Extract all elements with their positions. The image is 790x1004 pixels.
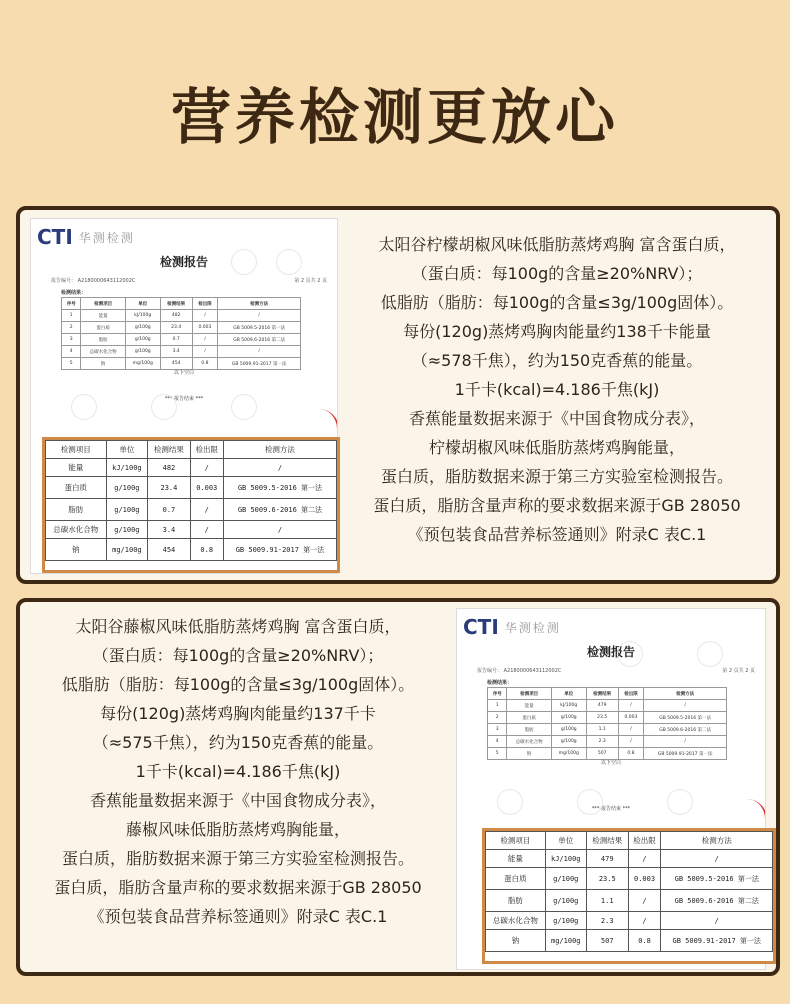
table-row [46,499,337,521]
table-cell: 4 [488,736,507,748]
text-line: 香蕉能量数据来源于《中国食物成分表》， [89,791,386,810]
report-number: 报告编号： A2180000643112002C [477,668,562,674]
table-cell: / [223,459,336,477]
report-title: 检测报告 [159,255,208,269]
table-cell: 507 [586,930,628,952]
table-cell: 23.5 [586,868,628,890]
table-cell: GB 5009.5-2016 第一法 [644,712,727,724]
table-cell: 脂肪 [46,499,107,521]
cti-logo [37,225,135,249]
below-blank-note: 以下空白 [600,760,621,766]
end-of-report: *** 报告结束 *** [164,396,204,402]
table-cell: g/100g [545,912,586,930]
watermark-seal [497,789,523,815]
table-cell: 479 [586,700,618,712]
column-header: 序号 [62,298,81,310]
table-row [62,358,301,370]
logo-cn: 华测检测 [504,620,561,635]
table-cell: 0.8 [190,539,223,561]
table-cell: 脂肪 [486,890,546,912]
table-cell: 1 [488,700,507,712]
table-cell: 蛋白质 [81,322,125,334]
table-cell: 23.4 [160,322,192,334]
column-header: 检测项目 [486,832,546,850]
table-cell: kJ/100g [545,850,586,868]
table-cell: 3.4 [148,521,190,539]
column-header: 检测结果 [160,298,192,310]
table-cell: 能量 [507,700,551,712]
product-card-lemon-pepper [16,206,780,584]
watermark-seal [71,394,97,420]
column-header: 单位 [545,832,586,850]
table-row [46,477,337,499]
table-cell: / [192,310,218,322]
watermark-seal [231,394,257,420]
table-cell: 479 [586,850,628,868]
logo-brand: CTI [37,225,73,249]
column-header: 检出限 [192,298,218,310]
table-row [486,868,773,890]
table-cell: / [190,521,223,539]
column-header: 检出限 [190,441,223,459]
table-cell: 蛋白质 [46,477,107,499]
mini-results-table [487,687,727,760]
table-cell: 能量 [46,459,107,477]
table-cell: g/100g [125,334,160,346]
table-header-row [486,832,773,850]
table-cell: 23.4 [148,477,190,499]
table-row [46,459,337,477]
end-of-report: *** 报告结束 *** [591,806,631,812]
table-cell: GB 5009.91-2017 第一法 [223,539,336,561]
text-line: 每份(120g)蒸烤鸡胸肉能量约138千卡能量 [403,322,711,341]
text-line: 《预包装食品营养标签通则》附录C 表C.1 [88,907,388,926]
table-cell: / [644,736,727,748]
table-cell: 1.1 [586,724,618,736]
watermark-seal [697,641,723,667]
table-cell: 能量 [81,310,125,322]
logo-cn: 华测检测 [78,230,135,245]
table-cell: 钠 [507,748,551,760]
table-cell: mg/100g [106,539,148,561]
table-cell: GB 5009.91-2017 第一法 [644,748,727,760]
text-line: 低脂肪（脂肪：每100g的含量≤3g/100g固体）。 [61,675,415,694]
table-cell: / [628,850,661,868]
table-row [486,912,773,930]
below-blank-note: 以下空白 [173,370,194,376]
text-line: 香蕉能量数据来源于《中国食物成分表》， [408,409,705,428]
column-header: 检测方法 [218,298,301,310]
table-cell: 总碳水化合物 [81,346,125,358]
table-cell: 5 [488,748,507,760]
table-cell: 钠 [81,358,125,370]
table-cell: GB 5009.91-2017 第一法 [661,930,773,952]
table-cell: g/100g [551,736,586,748]
watermark-seal [577,789,603,815]
report-title: 检测报告 [586,645,635,659]
table-row [488,748,727,760]
table-cell: 0.003 [190,477,223,499]
table-cell: g/100g [125,346,160,358]
column-header: 检测方法 [661,832,773,850]
text-line: 每份(120g)蒸烤鸡胸肉能量约137千卡 [100,704,376,723]
table-cell: kJ/100g [106,459,148,477]
table-cell: / [218,346,301,358]
table-row [486,890,773,912]
table-cell: / [628,890,661,912]
table-header-row [62,298,301,310]
table-cell: mg/100g [125,358,160,370]
text-line: （蛋白质：每100g的含量≥20%NRV）； [411,264,703,283]
page-title: 营养检测更放心 [171,83,619,153]
table-cell: GB 5009.5-2016 第一法 [218,322,301,334]
report-number: 报告编号： A2180000643112002C [51,278,136,284]
table-cell: 1.1 [586,890,628,912]
watermark-seal [667,789,693,815]
column-header: 检测项目 [46,441,107,459]
table-cell: 蛋白质 [507,712,551,724]
results-label: 检测结果： [487,680,513,686]
column-header: 检测结果 [586,832,628,850]
table-cell: 0.8 [618,748,644,760]
table-cell: 1 [62,310,81,322]
table-cell: / [618,736,644,748]
table-row [62,346,301,358]
text-line: 蛋白质，脂肪数据来源于第三方实验室检测报告。 [380,467,733,486]
zoom-table [485,831,773,952]
text-line: 柠檬胡椒风味低脂肪蒸烤鸡胸能量， [428,438,685,457]
table-row [488,700,727,712]
zoomed-results-table [42,437,340,573]
logo-brand: CTI [463,615,499,639]
table-cell: 2 [62,322,81,334]
column-header: 单位 [106,441,148,459]
text-line: （蛋白质：每100g的含量≥20%NRV）； [92,646,384,665]
product-description [20,612,456,931]
table-cell: GB 5009.6-2016 第二法 [218,334,301,346]
table-cell: GB 5009.6-2016 第二法 [223,499,336,521]
table-cell: GB 5009.5-2016 第一法 [661,868,773,890]
column-header: 检测方法 [644,688,727,700]
table-cell: / [190,459,223,477]
table-cell: GB 5009.6-2016 第二法 [661,890,773,912]
text-line: 1千卡(kcal)=4.186千焦(kJ) [454,380,660,399]
page-info: 第 2 页共 2 页 [722,668,755,674]
table-row [488,724,727,736]
column-header: 检测项目 [507,688,551,700]
results-label: 检测结果： [61,290,87,296]
table-cell: 钠 [486,930,546,952]
table-cell: g/100g [545,868,586,890]
watermark-seal [231,249,257,275]
table-row [62,322,301,334]
column-header: 单位 [551,688,586,700]
column-header: 检测方法 [223,441,336,459]
watermark-seal [276,249,302,275]
table-cell: 脂肪 [81,334,125,346]
table-cell: 0.003 [618,712,644,724]
table-cell: / [618,700,644,712]
table-cell: g/100g [106,499,148,521]
table-cell: 3 [488,724,507,736]
table-cell: 3.4 [160,346,192,358]
column-header: 序号 [488,688,507,700]
text-line: 蛋白质，脂肪数据来源于第三方实验室检测报告。 [61,849,414,868]
table-row [62,310,301,322]
text-line: （≈575千焦），约为150克香蕉的能量。 [92,733,384,752]
table-cell: / [218,310,301,322]
table-header-row [46,441,337,459]
zoomed-results-table [482,828,776,964]
table-cell: 总碳水化合物 [486,912,546,930]
text-line: 蛋白质，脂肪含量声称的要求数据来源于GB 28050 [54,878,422,897]
table-cell: 0.8 [192,358,218,370]
column-header: 检测结果 [586,688,618,700]
text-line: 藤椒风味低脂肪蒸烤鸡胸能量， [125,820,350,839]
table-cell: / [192,346,218,358]
table-cell: 0.003 [192,322,218,334]
product-description [338,230,776,549]
table-cell: / [628,912,661,930]
page-info: 第 2 页共 2 页 [294,278,327,284]
table-cell: 钠 [46,539,107,561]
table-cell: 5 [62,358,81,370]
table-cell: 蛋白质 [486,868,546,890]
table-cell: 482 [160,310,192,322]
table-row [488,712,727,724]
table-cell: g/100g [545,890,586,912]
table-cell: g/100g [106,521,148,539]
table-cell: 0.7 [148,499,190,521]
table-row [46,539,337,561]
table-cell: 2.3 [586,736,618,748]
table-cell: 2 [488,712,507,724]
table-cell: kJ/100g [551,700,586,712]
table-cell: 0.003 [628,868,661,890]
table-cell: g/100g [106,477,148,499]
table-cell: 454 [148,539,190,561]
product-card-rattan-pepper [16,598,780,976]
text-line: 《预包装食品营养标签通则》附录C 表C.1 [407,525,707,544]
table-header-row [488,688,727,700]
table-cell: 总碳水化合物 [507,736,551,748]
table-cell: g/100g [551,712,586,724]
table-cell: 2.3 [586,912,628,930]
table-cell: g/100g [551,724,586,736]
column-header: 检测结果 [148,441,190,459]
table-cell: 23.5 [586,712,618,724]
watermark-seal [617,641,643,667]
text-line: 1千卡(kcal)=4.186千焦(kJ) [135,762,341,781]
table-cell: 3 [62,334,81,346]
table-cell: 0.7 [160,334,192,346]
table-cell: mg/100g [545,930,586,952]
table-cell: 总碳水化合物 [46,521,107,539]
column-header: 检测项目 [81,298,125,310]
table-cell: GB 5009.91-2017 第一法 [218,358,301,370]
table-row [62,334,301,346]
table-cell: 454 [160,358,192,370]
table-cell: 482 [148,459,190,477]
table-cell: / [190,499,223,521]
table-cell: 脂肪 [507,724,551,736]
text-line: （≈578千焦），约为150克香蕉的能量。 [411,351,703,370]
watermark-seal [151,394,177,420]
text-line: 蛋白质，脂肪含量声称的要求数据来源于GB 28050 [373,496,741,515]
text-line: 太阳谷柠檬胡椒风味低脂肪蒸烤鸡胸 富含蛋白质， [378,235,736,254]
table-row [486,850,773,868]
table-cell: GB 5009.5-2016 第一法 [223,477,336,499]
table-cell: GB 5009.6-2016 第二法 [644,724,727,736]
mini-results-table [61,297,301,370]
text-line: 太阳谷藤椒风味低脂肪蒸烤鸡胸 富含蛋白质， [75,617,401,636]
table-cell: / [618,724,644,736]
text-line: 低脂肪（脂肪：每100g的含量≤3g/100g固体）。 [380,293,734,312]
table-row [46,521,337,539]
column-header: 检出限 [628,832,661,850]
table-cell: 4 [62,346,81,358]
table-cell: kJ/100g [125,310,160,322]
table-cell: 能量 [486,850,546,868]
zoom-table [45,440,337,561]
table-cell: / [223,521,336,539]
table-cell: 0.8 [628,930,661,952]
column-header: 检出限 [618,688,644,700]
table-cell: / [644,700,727,712]
table-cell: / [661,912,773,930]
table-row [488,736,727,748]
column-header: 单位 [125,298,160,310]
table-cell: 507 [586,748,618,760]
table-cell: / [192,334,218,346]
table-row [486,930,773,952]
table-cell: mg/100g [551,748,586,760]
table-cell: g/100g [125,322,160,334]
table-cell: / [661,850,773,868]
cti-logo [463,615,561,639]
